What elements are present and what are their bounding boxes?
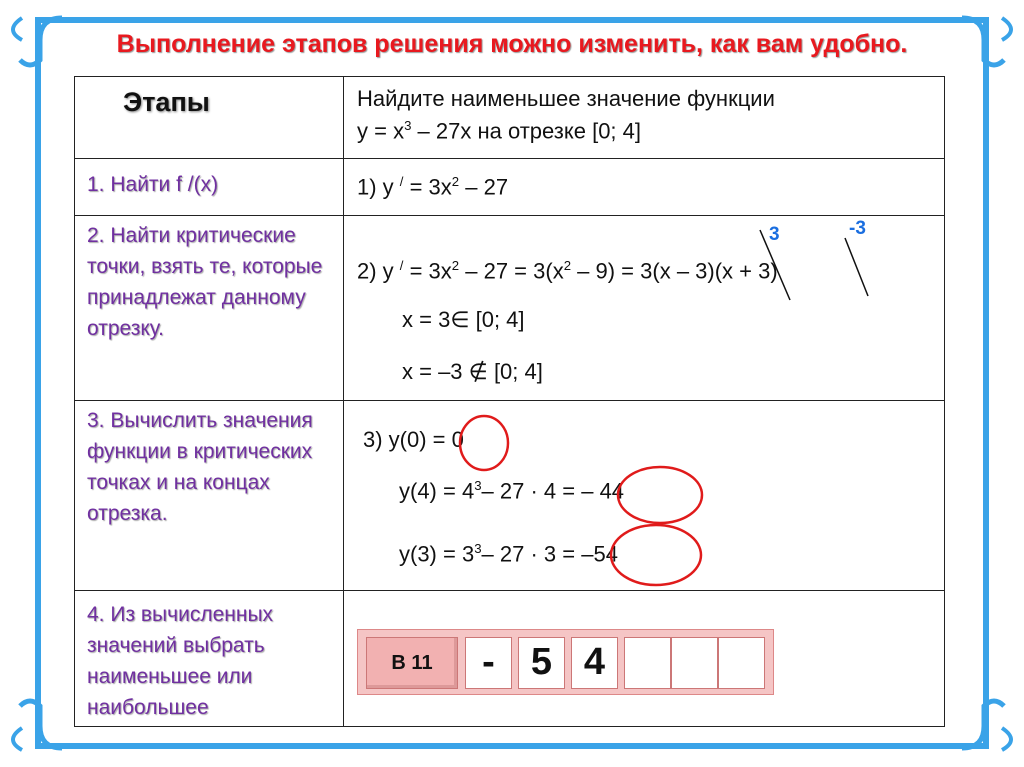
stage-2-text: 2. Найти критические точки, взять те, которые принадлежат данному отрезку. [87,224,323,340]
value-y3: $y(3) = 3^3-$ 27 · 3 = –54 [399,541,618,567]
table-row [75,159,945,216]
answer-label: В 11 [366,637,458,689]
stages-header: Этапы [123,87,210,117]
table-header-row [75,77,945,159]
step-cell [344,216,945,401]
step-2-factorization: 2) y $^/ = 3x^2 - 27 = 3(x^2 - 9) = 3(x - 3)(x + 3)$ [357,258,778,284]
stage-1-text: 1. Найти f /(x) [87,173,219,196]
note-positive-root: 3 [769,224,780,245]
value-y0: 3) y(0) = 0 [363,427,464,452]
stages-header-cell [75,77,344,159]
step-cell [344,401,945,591]
stage-cell [75,591,344,727]
stage-4-text: 4. Из вычисленных значений выбрать наименьшее или наибольшее [87,603,274,719]
value-y4: $y(4) = 4^3-$ 27 · 4 = – 44 [399,478,625,504]
stage-cell [75,401,344,591]
stage-cell [75,216,344,401]
step-cell [344,159,945,216]
page-title: Выполнение этапов решения можно изменить, как вам удобно. [116,30,908,58]
answer-digit-cell[interactable]: 4 [571,637,618,689]
table-row [75,216,945,401]
answer-digit-cell[interactable]: - [465,637,512,689]
task-text-line2: $y = x^3 - 27x$ на отрезке [0; 4] [357,118,642,144]
answer-digit-cell[interactable] [718,637,765,689]
root-1-in-interval: x = 3∈ [0; 4] [402,307,525,332]
task-text-line1: Найдите наименьшее значение функции [357,86,775,111]
table-row [75,401,945,591]
stage-cell [75,159,344,216]
step-1-derivative: 1) y $^/ = 3x^2 - 27$ [357,174,509,200]
answer-digit-cell[interactable]: 5 [518,637,565,689]
answer-digit-cell[interactable] [624,637,671,689]
root-2-not-in-interval: x = –3 ∉ [0; 4] [402,359,543,384]
note-negative-root: -3 [849,218,866,239]
stage-3-text: 3. Вычислить значения функции в критических точках и на концах отрезка. [87,409,313,525]
task-header-cell [344,77,945,159]
answer-digit-cell[interactable] [671,637,718,689]
